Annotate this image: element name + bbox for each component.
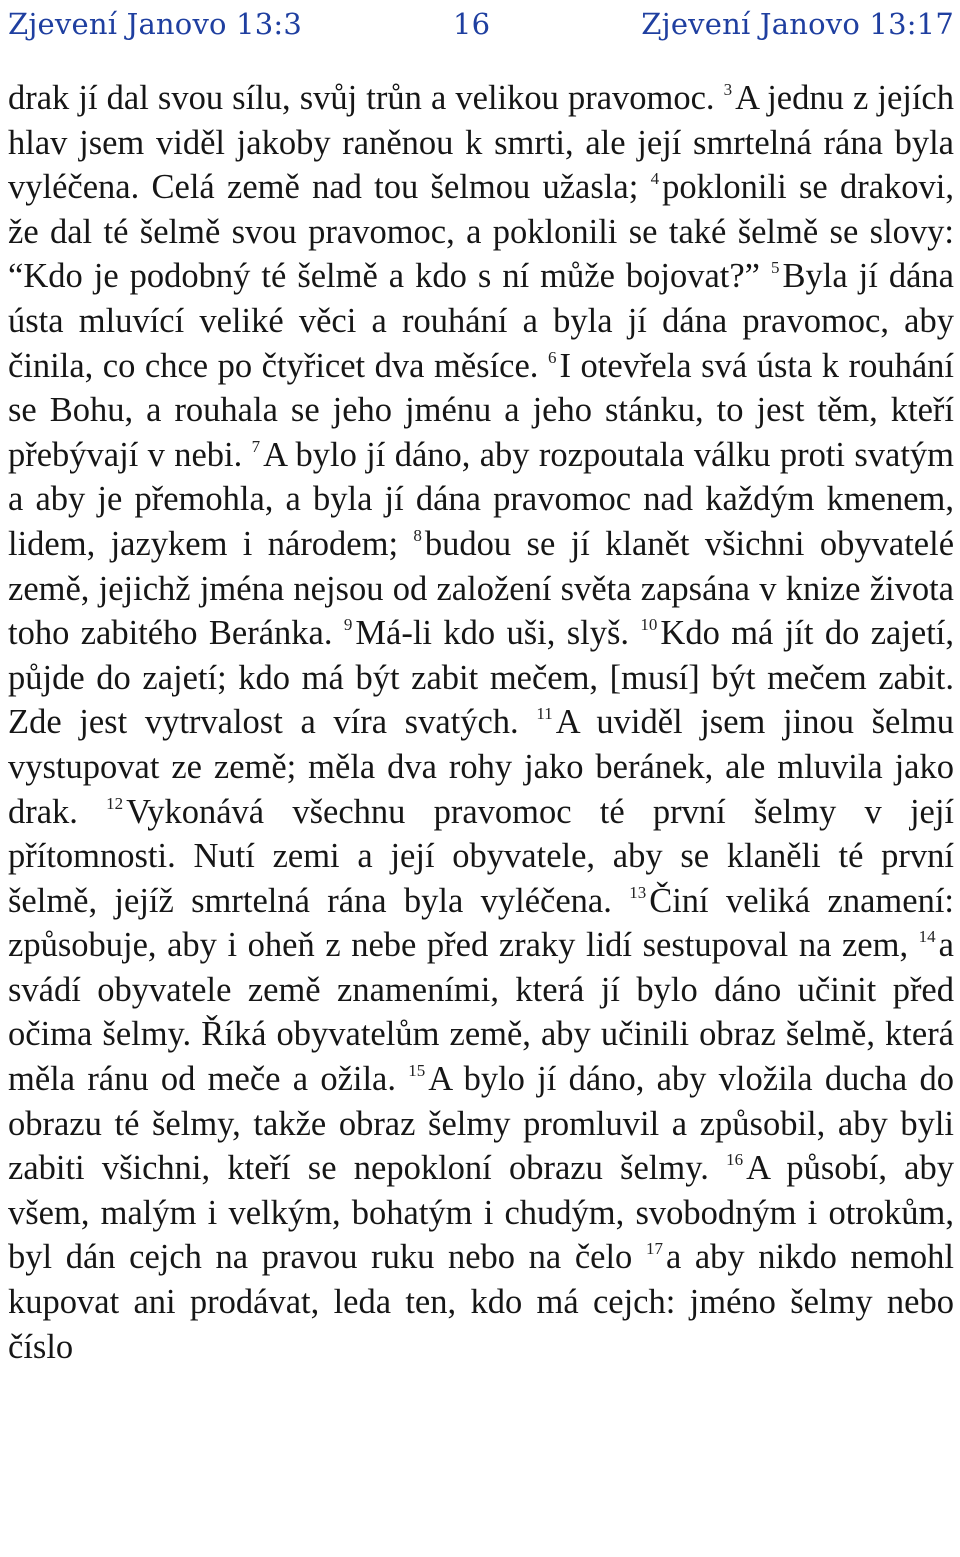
verse-text: Vykonává všechnu pravomoc té první šelmy v její přítomnosti. Nutí zemi a její obyvatele, aby se klaněli té první šelmě, jejíž smrtelná rána byla vyléčena. [8, 792, 955, 920]
verse-text: Kdo má jít do zajetí, půjde do zajetí; kdo má být zabit mečem, [musí] být mečem zabit. Zde jest vytrvalost a víra svatých. [8, 614, 955, 742]
verse-text: a svádí obyvatele země znameními, která jí bylo dáno učinit před očima šelmy. Říká obyvatelům země, aby učinili obraz šelmě, která měla ránu od meče a ožila. [8, 926, 954, 1099]
verse-number: 12 [106, 793, 124, 813]
verse-number: 11 [536, 704, 553, 724]
verse-text: A uviděl jsem jinou šelmu vystupovat ze země; měla dva rohy jako beránek, ale mluvila jako drak. [8, 703, 954, 831]
verse-text: Má-li kdo uši, slyš. [355, 614, 630, 653]
verse-number: 17 [645, 1239, 663, 1259]
verse-number: 5 [771, 258, 780, 278]
verse-text: budou se jí klanět všichni obyvatelé země, jejichž jména nejsou od založení světa zapsána v knize života toho zabitého Beránka. [8, 524, 955, 653]
verse-text: A působí, aby všem, malým i velkým, bohatým i chudým, svobodným i otrokům, byl dán cejch na pravou ruku nebo na čelo [8, 1149, 954, 1277]
verse-number: 9 [343, 615, 353, 635]
verse-number: 16 [726, 1150, 744, 1170]
verse-number: 3 [723, 80, 733, 99]
verse-text: I otevřela svá ústa k rouhání se Bohu, a rouhala se jeho jménu a jeho stánku, to jest těm, kteří přebývají v nebi. [8, 346, 954, 474]
verse-number: 13 [629, 882, 647, 902]
header-left-reference: Zjevení Janovo 13:3 [8, 7, 303, 41]
verse-text: Činí veliká znamení: způsobuje, aby i oheň z nebe před zraky lidí sestupoval na zem, [8, 881, 955, 965]
verse-text: Byla jí dána ústa mluvící veliké věci a rouhání a byla jí dána pravomoc, aby činila, co chce po čtyřicet dva měsíce. [8, 257, 954, 385]
verse-text: A bylo jí dáno, aby rozpoutala válku proti svatým a aby je přemohla, a byla jí dána pravomoc nad každým kmenem, lidem, jazykem i národem; [8, 435, 955, 563]
verse-number: 8 [413, 525, 422, 545]
verse-text: A jednu z jejích hlav jsem viděl jakoby raněnou k smrti, ale její smrtelná rána byla vyléčena. Celá země nad tou šelmou užasla; [8, 79, 954, 207]
running-header [8, 2, 954, 46]
verse-number: 10 [640, 615, 658, 635]
verse-number: 7 [251, 436, 261, 456]
verse-text: A bylo jí dáno, aby vložila ducha do obrazu té šelmy, takže obraz šelmy promluvil a způsobil, aby byli zabiti všichni, kteří se nepokloní obrazu šelmy. [8, 1060, 954, 1188]
header-right-reference: Zjevení Janovo 13:17 [641, 7, 954, 41]
verse-text: a aby nikdo nemohl kupovat ani prodávat, leda ten, kdo má cejch: jméno šelmy nebo číslo [8, 1238, 954, 1366]
verse-number: 6 [547, 347, 557, 367]
verse-number: 15 [408, 1061, 426, 1081]
verse-number: 14 [918, 927, 936, 947]
scripture-text [8, 76, 954, 1369]
verse-number: 4 [650, 169, 660, 189]
page-number: 16 [453, 7, 491, 41]
verse-text: drak jí dal svou sílu, svůj trůn a velikou pravomoc. [8, 79, 715, 117]
verse-text: poklonili se drakovi, že dal té šelmě svou pravomoc, a poklonili se také šelmě se slovy: “Kdo je podobný té šelmě a kdo s ní může bojovat?” [8, 168, 954, 296]
